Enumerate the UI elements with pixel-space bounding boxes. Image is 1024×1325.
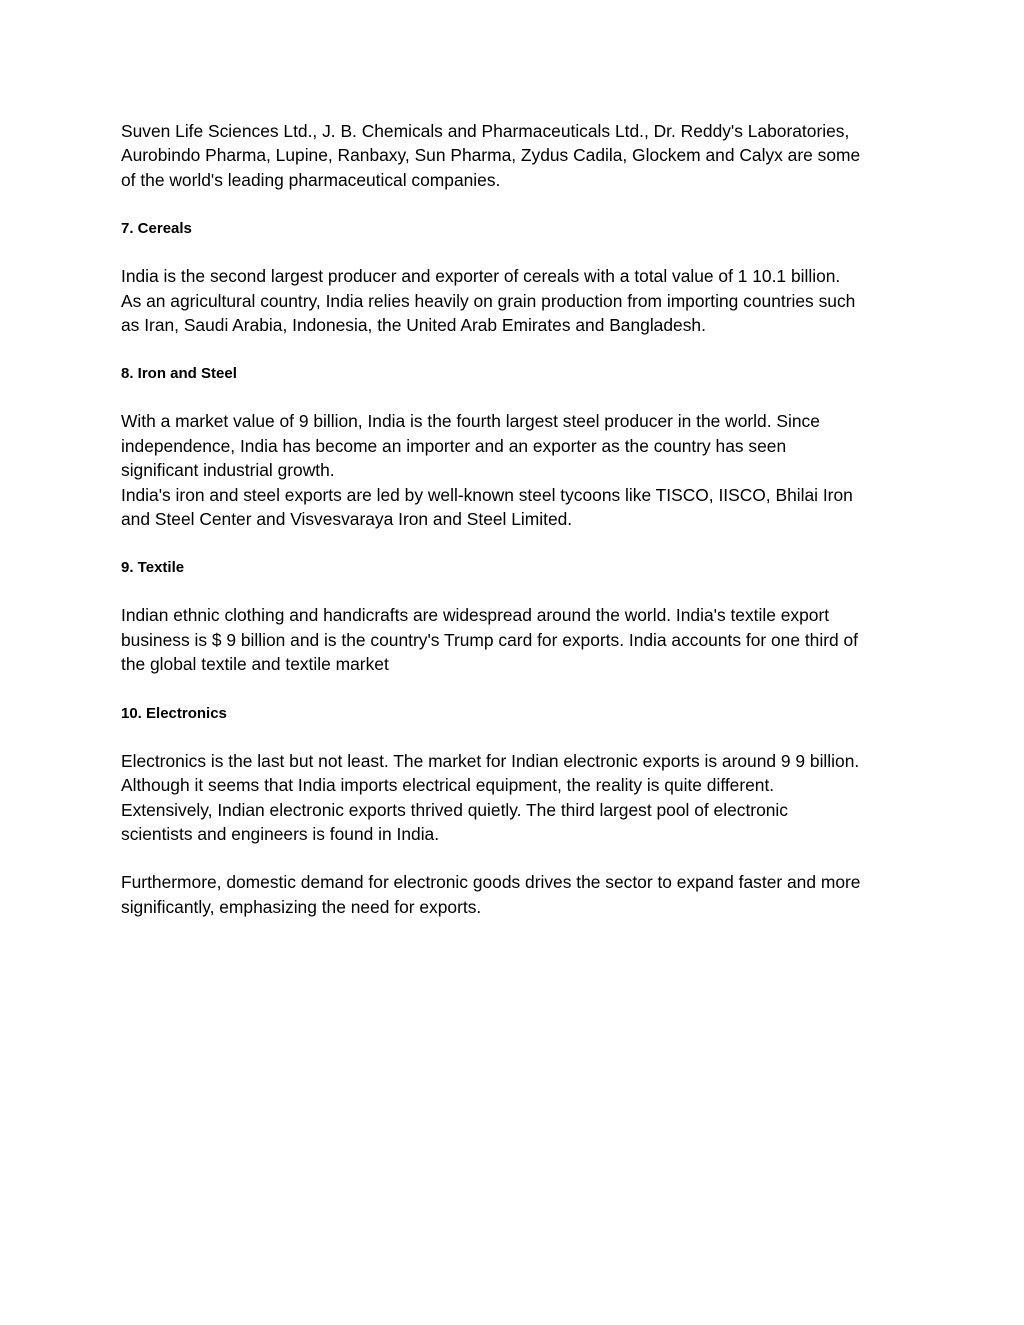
section-heading-textile: 9. Textile	[121, 559, 185, 577]
section-heading-electronics: 10. Electronics	[121, 704, 227, 722]
section-heading-iron-and-steel: 8. Iron and Steel	[121, 365, 237, 383]
cereals-paragraph: India is the second largest producer and exporter of cereals with a total value of 1 10.1 billion. As an agricultural country, India relies heavily on grain production from importing countries such as Iran, Saudi Arabia, Indonesia, the United Arab Emirates and Bangladesh.	[121, 266, 856, 336]
section-heading-cereals: 7. Cereals	[121, 220, 192, 238]
electronics-paragraph-2: Furthermore, domestic demand for electronic goods drives the sector to expand faster and more significantly, emphasizing the need for exports.	[121, 872, 861, 917]
electronics-paragraph-1: Electronics is the last but not least. The market for Indian electronic exports is around 9 9 billion. Although it seems that India imports electrical equipment, the reality is quite different. Extensively, Indian electronic exports thrived quietly. The third largest pool of electronic scientists and engineers is found in India.	[121, 750, 860, 844]
iron-and-steel-paragraph: With a market value of 9 billion, India is the fourth largest steel producer in the world. Since independence, India has become an importer and an exporter as the country has seen significant industrial growth. India's iron and steel exports are led by well-known steel tycoons like TISCO, IISCO, Bhilai Iron and Steel Center and Visvesvaraya Iron and Steel Limited.	[121, 411, 853, 530]
document-page	[121, 119, 921, 919]
intro-paragraph: Suven Life Sciences Ltd., J. B. Chemicals and Pharmaceuticals Ltd., Dr. Reddy's Laboratories, Aurobindo Pharma, Lupine, Ranbaxy, Sun Pharma, Zydus Cadila, Glockem and Calyx are some of the world's leading pharmaceutical companies.	[121, 121, 861, 190]
textile-paragraph: Indian ethnic clothing and handicrafts are widespread around the world. India's textile export business is $ 9 billion and is the country's Trump card for exports. India accounts for one third of the global textile and textile market	[121, 605, 859, 675]
